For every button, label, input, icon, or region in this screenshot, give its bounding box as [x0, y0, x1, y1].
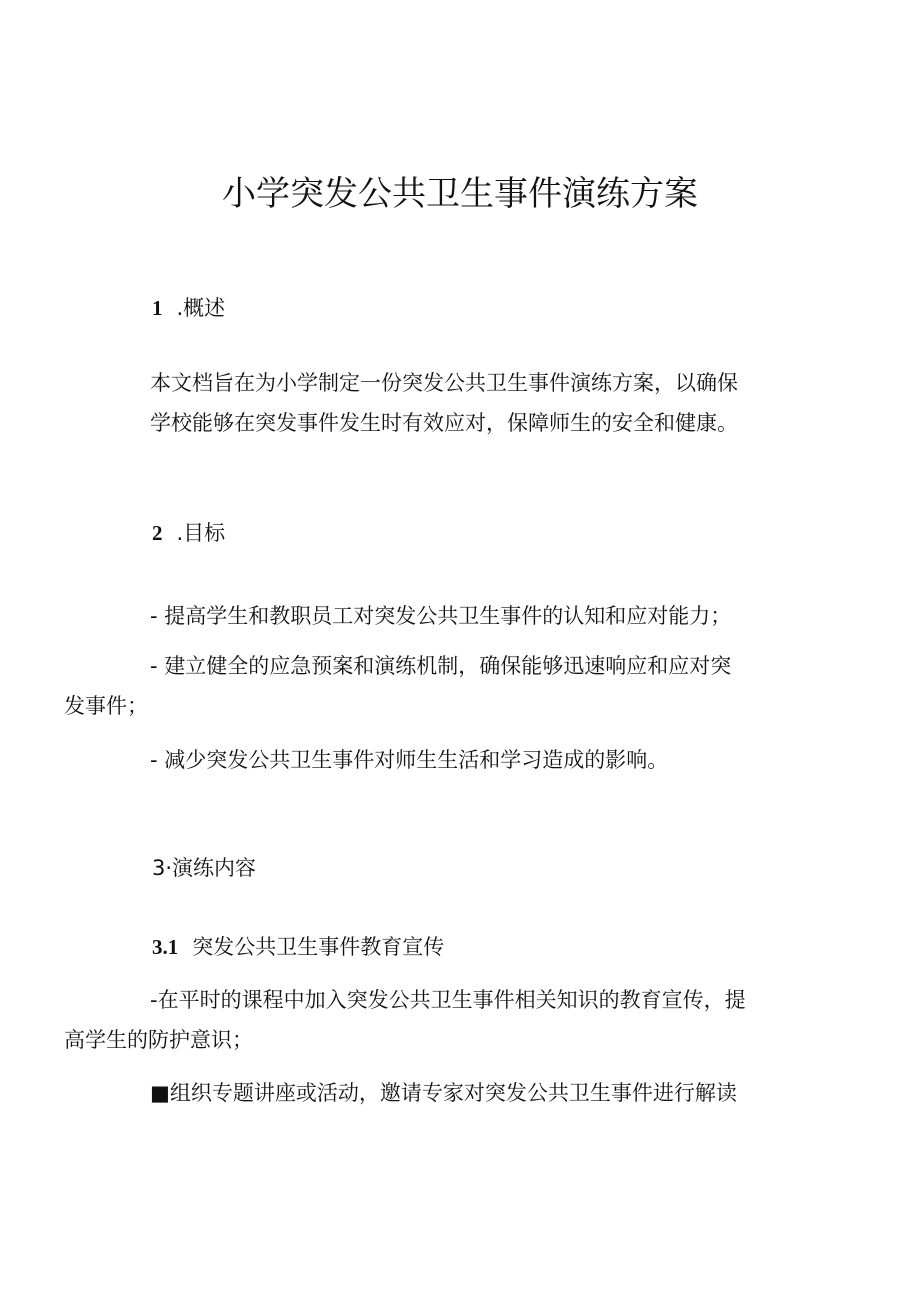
section-heading-overview — [152, 293, 225, 323]
list-item: - 提高学生和教职员工对突发公共卫生事件的认知和应对能力； — [150, 604, 732, 628]
section-title: .目标 — [176, 521, 226, 545]
section-heading-goals — [152, 518, 225, 548]
list-item: - 减少突发公共卫生事件对师生生活和学习造成的影响。 — [150, 748, 669, 772]
goal-item-2 — [64, 646, 807, 726]
subsection-heading-3-1 — [152, 932, 444, 962]
list-item: -在平时的课程中加入突发公共卫生事件相关知识的教育宣传，提 — [150, 988, 746, 1012]
document-title: 小学突发公共卫生事件演练方案 — [222, 174, 698, 214]
paragraph-line: 学校能够在突发事件发生时有效应对，保障师生的安全和健康。 — [150, 411, 738, 435]
section-title: .概述 — [176, 296, 226, 320]
paragraph-line: 本文档旨在为小学制定一份突发公共卫生事件演练方案，以确保 — [150, 371, 738, 395]
goal-item-1 — [107, 596, 807, 636]
content-item-1 — [64, 980, 807, 1060]
section-number: 2 — [152, 521, 163, 545]
list-item-continuation: 高学生的防护意识； — [64, 1028, 253, 1052]
list-item-continuation: 发事件； — [64, 694, 148, 718]
content-item-2 — [107, 1073, 807, 1113]
list-item: - 建立健全的应急预案和演练机制，确保能够迅速响应和应对突 — [150, 654, 732, 678]
subsection-number: 3.1 — [152, 935, 179, 959]
section-heading-content — [152, 853, 256, 883]
overview-paragraph — [107, 363, 807, 443]
section-number: 1 — [152, 296, 163, 320]
section-title: 3·演练内容 — [152, 856, 257, 880]
goal-item-3 — [107, 740, 807, 780]
list-item: ■组织专题讲座或活动，邀请专家对突发公共卫生事件进行解读 — [150, 1081, 737, 1105]
subsection-title: 突发公共卫生事件教育宣传 — [192, 935, 445, 959]
